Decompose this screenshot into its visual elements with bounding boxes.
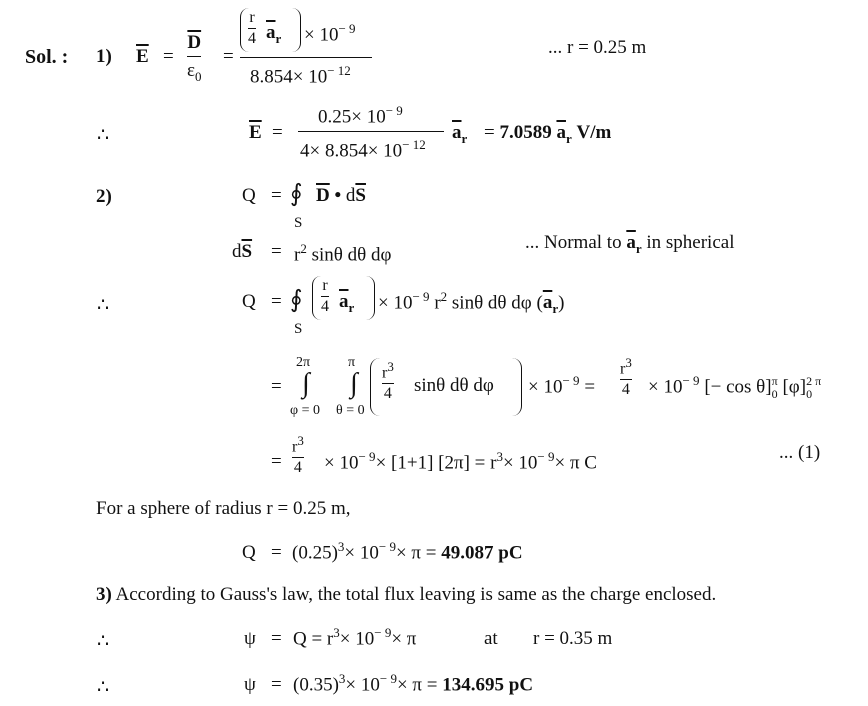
surface-S-label: S bbox=[294, 321, 303, 337]
part1-denominator: $8.854\times 10^{- 12}$ bbox=[250, 63, 351, 88]
integral-phi: 2π ∫ φ = 0 bbox=[290, 355, 320, 418]
at-label: at bbox=[484, 628, 498, 649]
normal-note: ... Normal to $\overline{a}_r$ in spherical bbox=[525, 232, 735, 256]
Q-symbol: Q bbox=[242, 542, 256, 563]
therefore-symbol: ∴ bbox=[97, 631, 110, 652]
therefore-symbol: ∴ bbox=[97, 295, 110, 316]
E-result: = 7.0589 $\overline{a}_r$ V/m bbox=[484, 122, 612, 146]
equals: = bbox=[163, 46, 174, 67]
E-vector: $\overline{E}$ bbox=[249, 122, 262, 143]
flux-final: $(0.35)^3\times 10^{- 9}\times \pi = 134.695$ pC bbox=[293, 671, 534, 696]
equals: = bbox=[272, 122, 283, 143]
part1-number: 1) bbox=[96, 46, 112, 67]
surface-S-label: S bbox=[294, 215, 303, 231]
line3-evaluation: × $10^{- 9}$ [− cos θ] π 0 [φ] 2 π 0 bbox=[648, 373, 822, 401]
equals: = bbox=[271, 674, 282, 695]
solution-label: Sol. : bbox=[25, 46, 69, 68]
dS-expression: $r^2$ sinθ dθ dφ bbox=[294, 241, 392, 266]
D-over-eps-fraction bbox=[187, 33, 201, 83]
part1-numerator: r 4 $\overline{a}_r$ × $10^{- 9}$ bbox=[240, 6, 370, 54]
r3-over-4: $r^3$ 4 bbox=[292, 433, 304, 477]
D-vector: $\overline{D}$ bbox=[187, 32, 202, 53]
sphere-text: For a sphere of radius r = 0.25 m, bbox=[96, 498, 351, 519]
r-condition-note: ... r = 0.25 m bbox=[548, 37, 647, 58]
Q-integrand: r 4 $\overline{a}_r$ × $10^{- 9}$ $r^2$ sinθ dθ dφ $(\overline{a}_r)$ bbox=[312, 274, 632, 324]
E-vector: $\overline{E}$ bbox=[136, 46, 149, 67]
closed-surface-integral-icon: ∮ bbox=[290, 181, 303, 207]
epsilon-zero: $\varepsilon_0$ bbox=[187, 60, 202, 84]
equals: = bbox=[271, 628, 282, 649]
equals: = bbox=[223, 46, 234, 67]
psi-symbol: ψ bbox=[244, 674, 256, 695]
equals: = bbox=[271, 241, 282, 262]
part3-statement: 3) According to Gauss's law, the total flux leaving is same as the charge enclosed. bbox=[96, 584, 717, 605]
equals: = bbox=[271, 291, 282, 312]
psi-symbol: ψ bbox=[244, 628, 256, 649]
D-dot-dS: $\overline{D}$ • $d\overline{S}$ bbox=[316, 185, 366, 206]
unit-vector-ar: $\overline{a}_r$ bbox=[452, 122, 468, 146]
therefore-symbol: ∴ bbox=[97, 677, 110, 698]
Q-symbol: Q bbox=[242, 291, 256, 312]
line3-tail: × $10^{- 9}$ = bbox=[528, 373, 596, 398]
dS-vector: $d\overline{S}$ bbox=[232, 241, 253, 262]
Q-general-result: × $10^{- 9}\times [1+1] [2\pi] = r^3\times 10^{- 9}\times \pi$ C bbox=[324, 449, 597, 474]
therefore-symbol: ∴ bbox=[97, 125, 110, 146]
closed-surface-integral-icon: ∮ bbox=[290, 287, 303, 313]
flux-expression: $Q = r^3\times 10^{- 9}\times \pi$ bbox=[293, 625, 417, 650]
radius-condition: r = 0.35 m bbox=[533, 628, 613, 649]
equals: = bbox=[271, 376, 282, 397]
r3-over-4: $r^3$ 4 bbox=[620, 355, 632, 399]
part2-number: 2) bbox=[96, 186, 112, 207]
equals: = bbox=[271, 185, 282, 206]
Q-final: $(0.25)^3\times 10^{- 9}\times \pi = 49.087$ pC bbox=[292, 539, 523, 564]
E-numerator: $0.25\times 10^{- 9}$ bbox=[318, 103, 403, 128]
equals: = bbox=[271, 451, 282, 472]
integral-theta: π ∫ θ = 0 bbox=[336, 355, 365, 418]
equals: = bbox=[271, 542, 282, 563]
double-integrand: $r^3$ 4 sinθ dθ dφ bbox=[370, 356, 530, 422]
Q-symbol: Q bbox=[242, 185, 256, 206]
E-denominator: $4\times 8.854\times 10^{- 12}$ bbox=[300, 137, 426, 162]
equation-reference: ... (1) bbox=[779, 442, 821, 463]
